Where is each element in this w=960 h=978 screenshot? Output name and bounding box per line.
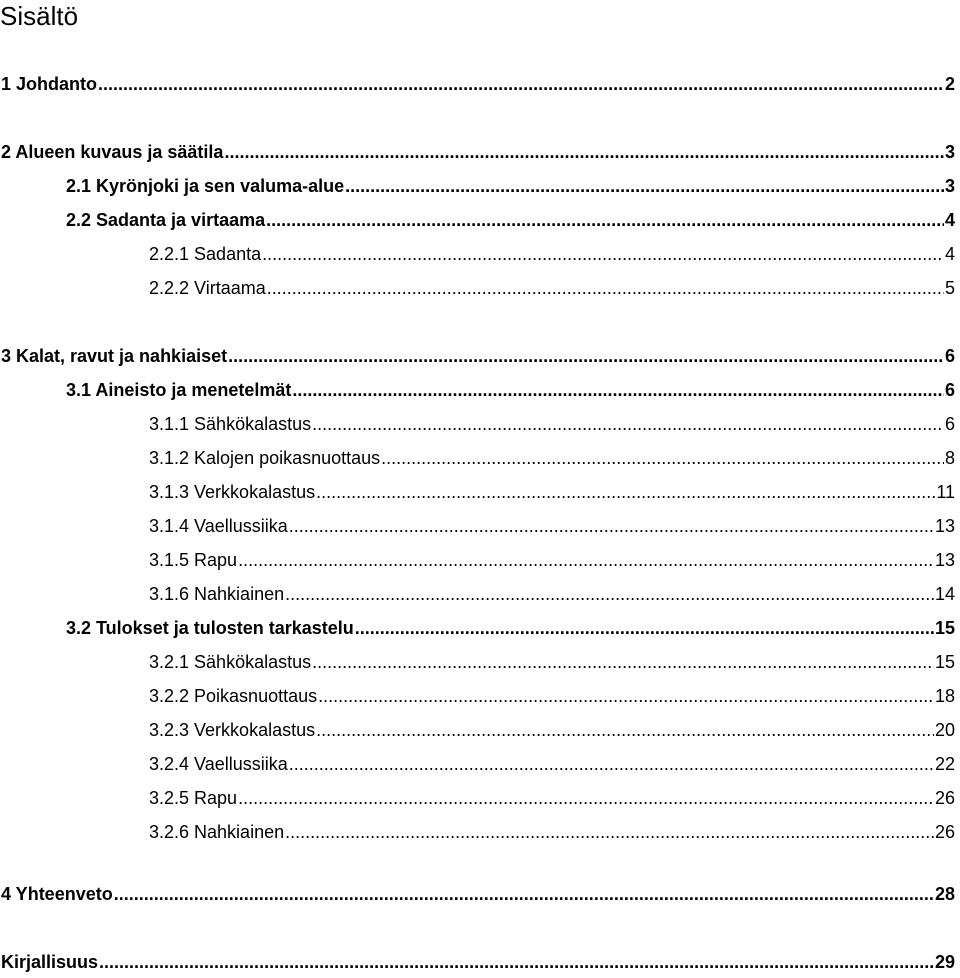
toc-dot-leader — [292, 378, 944, 402]
toc-entry-label: 3.2.5 Rapu — [149, 788, 238, 808]
toc-entry-page-number: 2 — [944, 74, 955, 94]
toc-entry-label: Kirjallisuus — [1, 952, 99, 972]
toc-entry[interactable] — [66, 616, 955, 640]
toc-entry-label: 3.2 Tulokset ja tulosten tarkastelu — [66, 618, 354, 638]
toc-entry-label: 3.1 Aineisto ja menetelmät — [66, 380, 292, 400]
toc-entry-label: 3.2.6 Nahkiainen — [149, 822, 285, 842]
toc-entry-label: 3.2.3 Verkkokalastus — [149, 720, 316, 740]
toc-entry[interactable] — [1, 72, 955, 96]
toc-entry-label: 1 Johdanto — [1, 74, 98, 94]
toc-dot-leader — [289, 514, 934, 538]
page-title: Sisältö — [0, 1, 79, 31]
toc-entry-page-number: 3 — [944, 142, 955, 162]
toc-dot-leader — [114, 882, 934, 906]
toc-dot-leader — [224, 140, 944, 164]
toc-dot-leader — [228, 344, 944, 368]
toc-dot-leader — [381, 446, 944, 470]
toc-entry-page-number: 18 — [934, 686, 955, 706]
toc-entry[interactable] — [1, 950, 955, 974]
toc-entry-page-number: 6 — [944, 414, 955, 434]
toc-entry[interactable] — [66, 378, 955, 402]
toc-entry-label: 2.1 Kyrönjoki ja sen valuma-alue — [66, 176, 345, 196]
toc-dot-leader — [285, 582, 934, 606]
toc-entry-page-number: 3 — [944, 176, 955, 196]
toc-entry-page-number: 13 — [934, 550, 955, 570]
toc-entry[interactable] — [149, 718, 955, 742]
toc-entry[interactable] — [149, 684, 955, 708]
toc-entry[interactable] — [149, 786, 955, 810]
toc-entry-page-number: 14 — [934, 584, 955, 604]
toc-entry[interactable] — [1, 882, 955, 906]
toc-entry[interactable] — [149, 446, 955, 470]
toc-entry-page-number: 4 — [944, 210, 955, 230]
toc-entry-page-number: 6 — [944, 346, 955, 366]
toc-entry[interactable] — [149, 242, 955, 266]
toc-dot-leader — [316, 718, 934, 742]
toc-entry[interactable] — [66, 174, 955, 198]
toc-dot-leader — [289, 752, 934, 776]
toc-entry-label: 2.2.1 Sadanta — [149, 244, 262, 264]
toc-dot-leader — [285, 820, 934, 844]
toc-entry[interactable] — [1, 140, 955, 164]
toc-dot-leader — [312, 412, 944, 436]
toc-dot-leader — [262, 242, 944, 266]
toc-entry-label: 3.1.6 Nahkiainen — [149, 584, 285, 604]
toc-entry-label: 3.1.3 Verkkokalastus — [149, 482, 316, 502]
toc-entry-page-number: 15 — [934, 618, 955, 638]
toc-dot-leader — [238, 786, 934, 810]
toc-entry-label: 3.1.4 Vaellussiika — [149, 516, 288, 536]
toc-entry-page-number: 20 — [934, 720, 955, 740]
toc-dot-leader — [238, 548, 934, 572]
toc-entry[interactable] — [149, 276, 955, 300]
toc-dot-leader — [316, 480, 935, 504]
toc-entry-page-number: 26 — [934, 822, 955, 842]
toc-dot-leader — [266, 208, 944, 232]
toc-dot-leader — [318, 684, 934, 708]
toc-entry-page-number: 22 — [934, 754, 955, 774]
toc-entry-label: 2 Alueen kuvaus ja säätila — [1, 142, 224, 162]
toc-entry-label: 3.2.4 Vaellussiika — [149, 754, 288, 774]
toc-entry[interactable] — [149, 548, 955, 572]
toc-entry[interactable] — [149, 820, 955, 844]
toc-entry-page-number: 11 — [936, 482, 955, 502]
toc-entry-page-number: 26 — [934, 788, 955, 808]
toc-entry-label: 2.2 Sadanta ja virtaama — [66, 210, 266, 230]
toc-entry-page-number: 15 — [934, 652, 955, 672]
toc-entry-page-number: 5 — [944, 278, 955, 298]
toc-dot-leader — [345, 174, 944, 198]
toc-entry[interactable] — [149, 650, 955, 674]
toc-entry-page-number: 13 — [934, 516, 955, 536]
toc-entry-label: 3.2.1 Sähkökalastus — [149, 652, 312, 672]
toc-entry[interactable] — [66, 208, 955, 232]
toc-entry-page-number: 4 — [944, 244, 955, 264]
toc-entry[interactable] — [149, 480, 955, 504]
toc-entry-label: 3.1.1 Sähkökalastus — [149, 414, 312, 434]
toc-entry-label: 3.1.5 Rapu — [149, 550, 238, 570]
toc-dot-leader — [355, 616, 934, 640]
toc-entry-page-number: 6 — [944, 380, 955, 400]
toc-entry[interactable] — [1, 344, 955, 368]
toc-entry-label: 4 Yhteenveto — [1, 884, 113, 904]
toc-dot-leader — [312, 650, 934, 674]
toc-entry[interactable] — [149, 752, 955, 776]
toc-entry-label: 3.1.2 Kalojen poikasnuottaus — [149, 448, 381, 468]
toc-entry-page-number: 28 — [934, 884, 955, 904]
toc-dot-leader — [267, 276, 944, 300]
toc-entry-label: 3.2.2 Poikasnuottaus — [149, 686, 318, 706]
toc-entry-label: 2.2.2 Virtaama — [149, 278, 266, 298]
toc-entry[interactable] — [149, 412, 955, 436]
toc-entry-page-number: 8 — [944, 448, 955, 468]
toc-entry-page-number: 29 — [934, 952, 955, 972]
toc-entry[interactable] — [149, 514, 955, 538]
toc-dot-leader — [98, 72, 944, 96]
toc-dot-leader — [99, 950, 934, 974]
toc-entry-label: 3 Kalat, ravut ja nahkiaiset — [1, 346, 228, 366]
toc-entry[interactable] — [149, 582, 955, 606]
